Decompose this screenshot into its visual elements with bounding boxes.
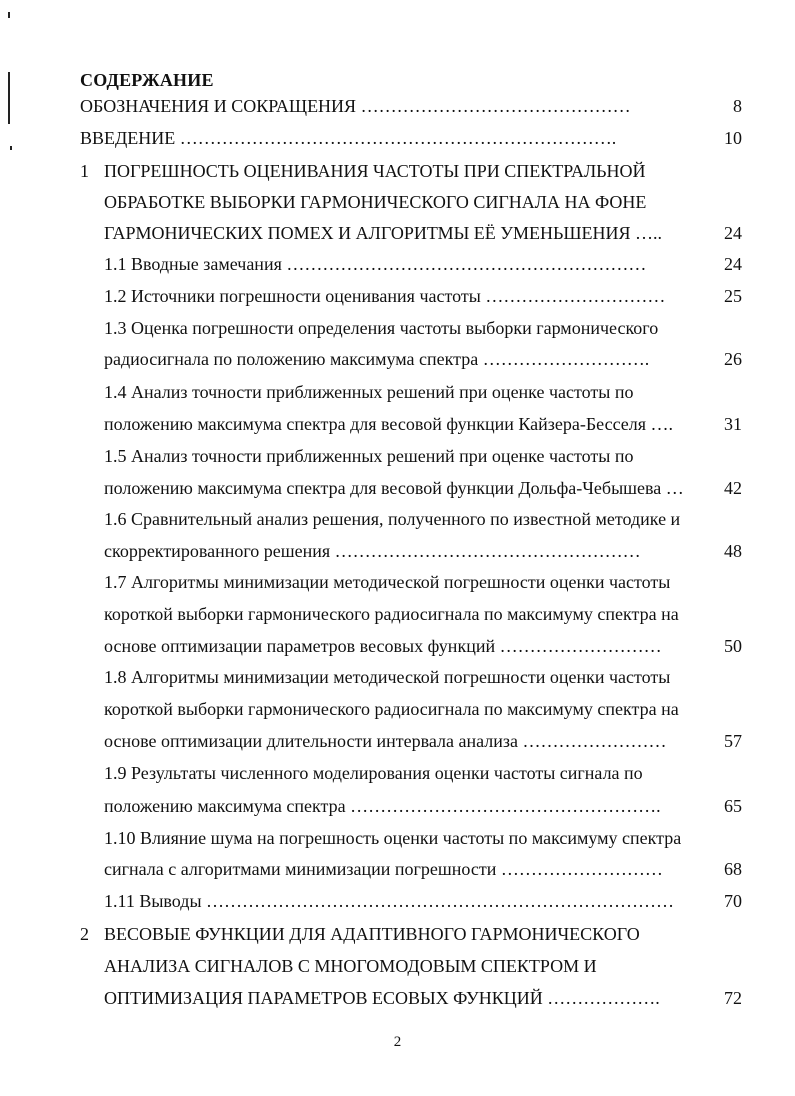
toc-entry-line[interactable]: 1.4 Анализ точности приближенных решений при оценке частоты по [104,382,634,402]
toc-entry-line[interactable]: положению максимума спектра для весовой функции Кайзера-Бесселя …. [104,414,674,434]
toc-page-number: 24 [724,223,742,243]
toc-page-number: 65 [724,796,742,816]
toc-page-number: 31 [724,414,742,434]
toc-entry-line[interactable]: положению максимума спектра ……………………………………………. [104,796,661,816]
scan-artifact-dot [8,12,10,18]
chapter-number: 2 [80,924,89,944]
toc-entry-line[interactable]: положению максимума спектра для весовой функции Дольфа-Чебышева … [104,478,684,498]
toc-entry-line[interactable]: 1.10 Влияние шума на погрешность оценки частоты по максимуму спектра [104,828,682,848]
toc-entry-line[interactable]: основе оптимизации длительности интервала анализа …………………… [104,731,667,751]
chapter-title-line[interactable]: ВЕСОВЫЕ ФУНКЦИИ ДЛЯ АДАПТИВНОГО ГАРМОНИЧЕСКОГО [104,924,640,944]
toc-entry-line[interactable]: 1.9 Результаты численного моделирования оценки частоты сигнала по [104,763,643,783]
toc-page-number: 70 [724,891,742,911]
toc-entry-line[interactable]: ОБОЗНАЧЕНИЯ И СОКРАЩЕНИЯ ……………………………………… [80,96,631,116]
toc-page-number: 24 [724,254,742,274]
chapter-title-line[interactable]: ГАРМОНИЧЕСКИХ ПОМЕХ И АЛГОРИТМЫ ЕЁ УМЕНЬШЕНИЯ ….. [104,223,663,243]
toc-page-number: 72 [724,988,742,1008]
toc-page-number: 25 [724,286,742,306]
chapter-title-line[interactable]: АНАЛИЗА СИГНАЛОВ С МНОГОМОДОВЫМ СПЕКТРОМ И [104,956,597,976]
toc-entry-line[interactable]: 1.7 Алгоритмы минимизации методической погрешности оценки частоты [104,572,671,592]
toc-page-number: 10 [724,128,742,148]
toc-entry-line[interactable]: ВВЕДЕНИЕ ………………………………………………………………. [80,128,617,148]
chapter-title-line[interactable]: ОПТИМИЗАЦИЯ ПАРАМЕТРОВ ЕСОВЫХ ФУНКЦИЙ ………………. [104,988,660,1008]
toc-page-number: 68 [724,859,742,879]
toc-entry-line[interactable]: 1.5 Анализ точности приближенных решений при оценке частоты по [104,446,634,466]
toc-page-number: 8 [733,96,742,116]
toc-entry-line[interactable]: сигнала с алгоритмами минимизации погрешности ……………………… [104,859,663,879]
toc-entry-line[interactable]: скорректированного решения …………………………………………… [104,541,641,561]
toc-entry-line[interactable]: 1.2 Источники погрешности оценивания частоты ………………………… [104,286,666,306]
toc-page-number: 42 [724,478,742,498]
scan-artifact-dot [10,146,12,150]
toc-page-number: 48 [724,541,742,561]
scan-artifact-line [8,72,10,124]
toc-entry-line[interactable]: 1.6 Сравнительный анализ решения, полученного по известной методике и [104,509,681,529]
toc-entry-line[interactable]: 1.8 Алгоритмы минимизации методической погрешности оценки частоты [104,667,671,687]
toc-heading: СОДЕРЖАНИЕ [80,70,214,90]
chapter-title-line[interactable]: ОБРАБОТКЕ ВЫБОРКИ ГАРМОНИЧЕСКОГО СИГНАЛА НА ФОНЕ [104,192,647,212]
toc-entry-line[interactable]: короткой выборки гармонического радиосигнала по максимуму спектра на [104,699,679,719]
toc-page-number: 50 [724,636,742,656]
page-number: 2 [393,1034,402,1050]
toc-entry-line[interactable]: радиосигнала по положению максимума спектра ………………………. [104,349,650,369]
toc-entry-line[interactable]: короткой выборки гармонического радиосигнала по максимуму спектра на [104,604,679,624]
toc-entry-line[interactable]: 1.1 Вводные замечания …………………………………………………… [104,254,647,274]
chapter-title-line[interactable]: ПОГРЕШНОСТЬ ОЦЕНИВАНИЯ ЧАСТОТЫ ПРИ СПЕКТРАЛЬНОЙ [104,161,646,181]
toc-page-number: 26 [724,349,742,369]
toc-entry-line[interactable]: 1.3 Оценка погрешности определения частоты выборки гармонического [104,318,659,338]
toc-entry-line[interactable]: 1.11 Выводы …………………………………………………………………… [104,891,675,911]
toc-entry-line[interactable]: основе оптимизации параметров весовых функций ……………………… [104,636,662,656]
toc-page-number: 57 [724,731,742,751]
chapter-number: 1 [80,161,89,181]
